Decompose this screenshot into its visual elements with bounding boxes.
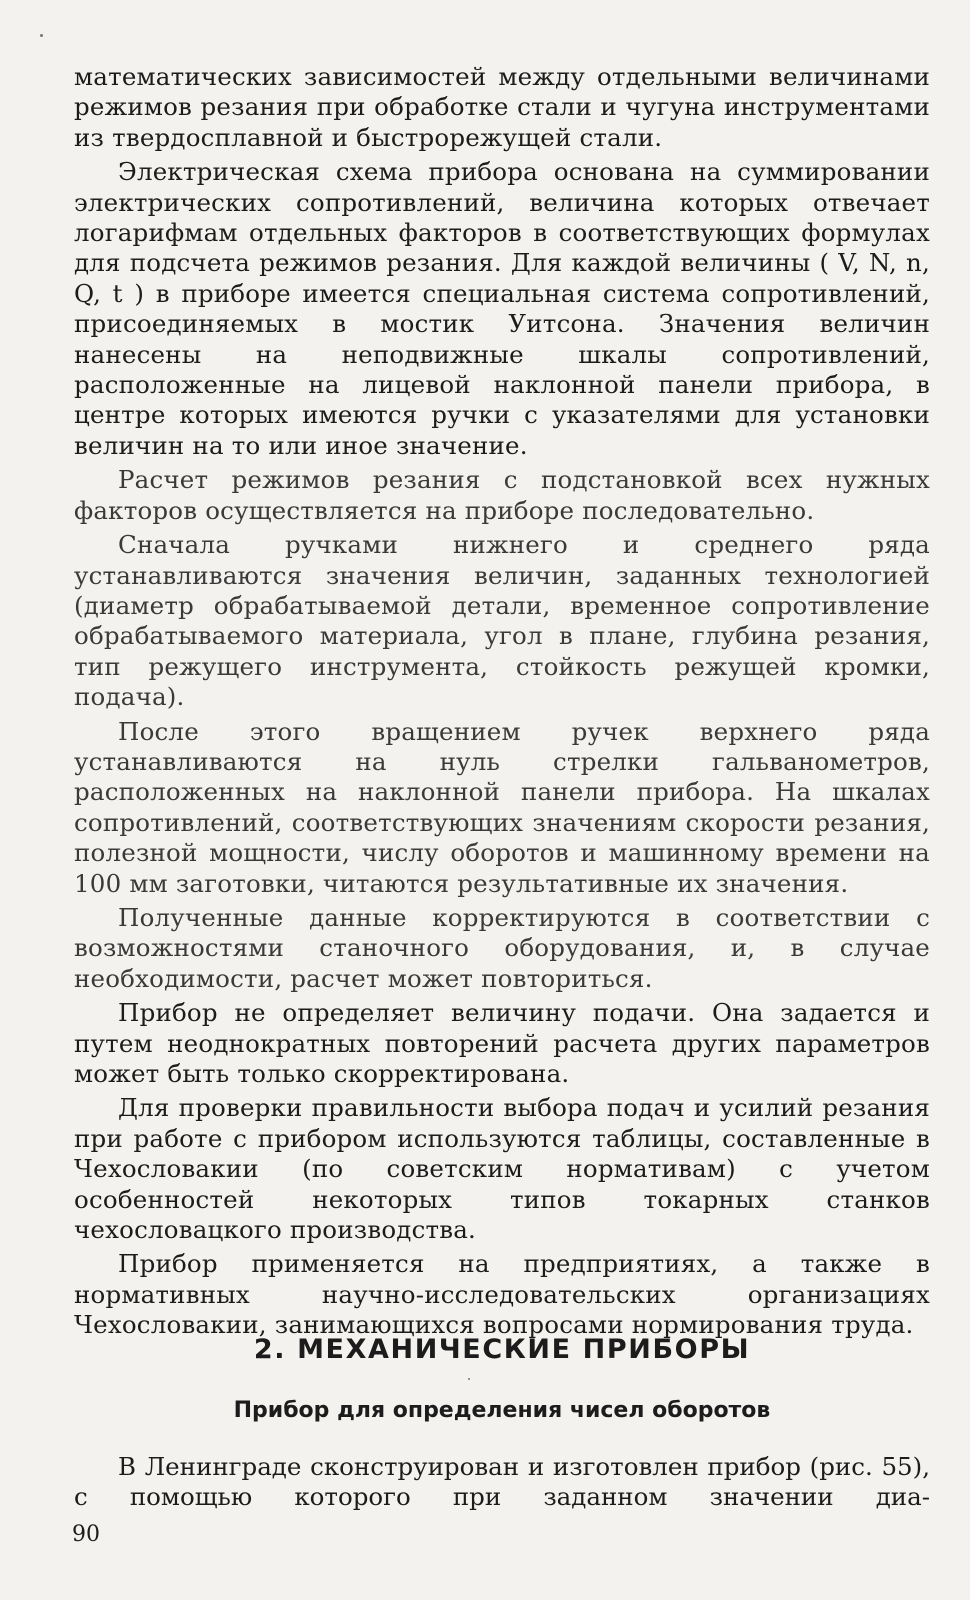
- paragraph-3: Расчет режимов резания с подстановкой всех нужных факторов осуществляется на приборе последовательно.: [74, 465, 930, 525]
- tail-paragraph: В Ленинграде сконструирован и изготовлен прибор (рис. 55), с помощью которого при заданном значении диа-: [74, 1452, 930, 1512]
- paragraph-8: Для проверки правильности выбора подач и усилий резания при работе с прибором используются таблицы, составленные в Чехословакии (по советским нормативам) с учетом особенностей некоторых типов токарных станков чехословацкого производства.: [74, 1093, 930, 1245]
- paragraph-7: Прибор не определяет величину подачи. Она задается и путем неоднократных повторений расчета других параметров может быть только скорректирована.: [74, 998, 930, 1088]
- paper-speck: [468, 1378, 470, 1380]
- paragraph-4: Сначала ручками нижнего и среднего ряда устанавливаются значения величин, заданных технологией (диаметр обрабатываемой детали, временное сопротивление обрабатываемого материала, угол в плане, глубина резания, тип режущего инструмента, стойкость режущей кромки, подача).: [74, 530, 930, 712]
- paper-speck: [40, 34, 43, 37]
- paragraph-5: После этого вращением ручек верхнего ряда устанавливаются на нуль стрелки гальванометров, расположенных на наклонной панели прибора. На шкалах сопротивлений, соответствующих значениям скорости резания, полезной мощности, числу оборотов и машинному времени на 100 мм заготовки, читаются результативные их значения.: [74, 716, 930, 898]
- paragraph-1: математических зависимостей между отдельными величинами режимов резания при обработке стали и чугуна инструментами из твердосплавной и быстрорежущей стали.: [74, 62, 930, 152]
- section-heading: 2. МЕХАНИЧЕСКИЕ ПРИБОРЫ: [253, 1334, 751, 1365]
- page-number: 90: [72, 1522, 100, 1547]
- paragraph-6: Полученные данные корректируются в соответствии с возможностями станочного оборудования, и, в случае необходимости, расчет может повториться.: [74, 902, 930, 993]
- paragraph-2: Электрическая схема прибора основана на суммировании электрических сопротивлений, величина которых отвечает логарифмам отдельных факторов в соответствующих формулах для подсчета режимов резания. Для каждой величины ( V, N, n, Q, t ) в приборе имеется специальная система сопротивлений, присоединяемых в мостик Уитсона. Значения величин нанесены на неподвижные шкалы сопротивлений, расположенные на лицевой наклонной панели прибора, в центре которых имеются ручки с указателями для установки величин на то или иное значение.: [74, 157, 930, 460]
- tail-text: [74, 1452, 930, 1513]
- paragraph-9: Прибор применяется на предприятиях, а также в нормативных научно-исследовательских организациях Чехословакии, занимающихся вопросами нормирования труда.: [74, 1249, 930, 1340]
- body-text: [74, 62, 930, 1345]
- subsection-heading: Прибор для определения чисел оборотов: [233, 1398, 771, 1423]
